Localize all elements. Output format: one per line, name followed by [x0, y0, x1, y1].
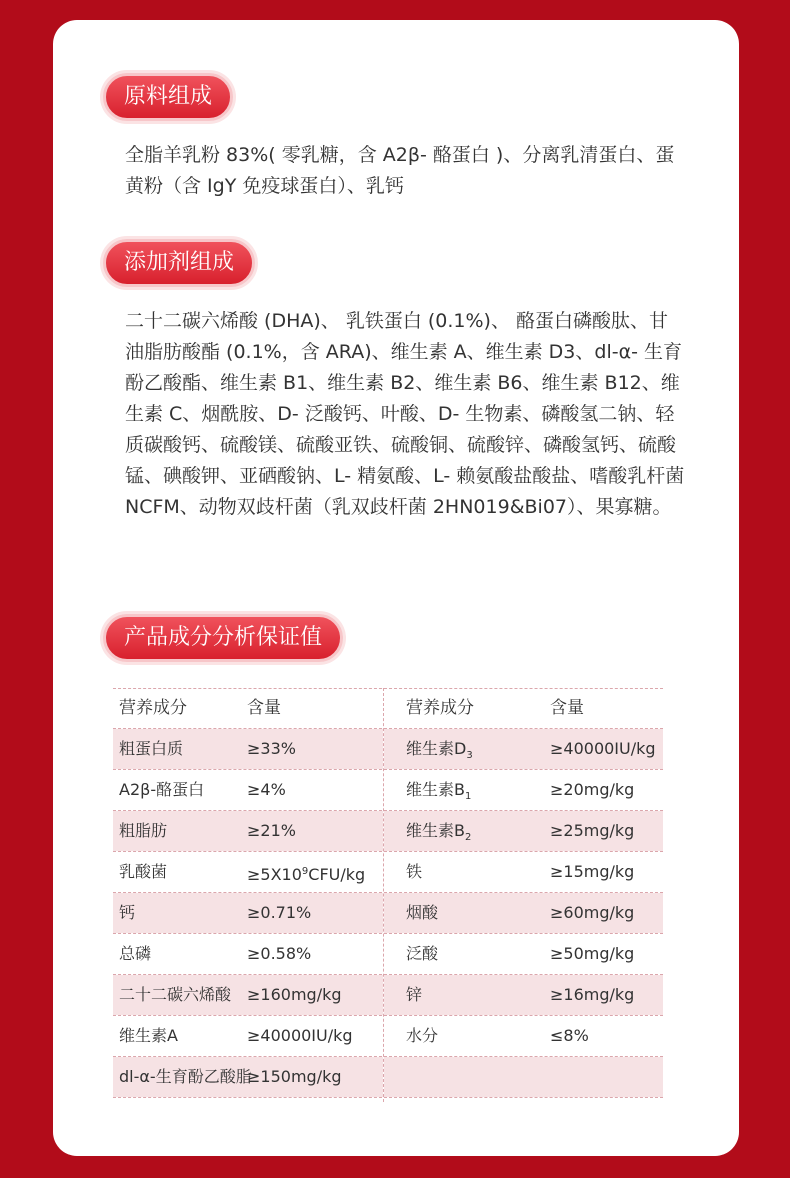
- table-row: [113, 1057, 663, 1098]
- nutrient-name-right: 维生素$B_2$: [406, 821, 472, 843]
- nutrient-name-left: A2β-酪蛋白: [119, 780, 205, 799]
- table-row: [113, 770, 663, 811]
- nutrient-name-left: dl-α-生育酚乙酸脂: [119, 1067, 252, 1086]
- additives-text: 二十二碳六烯酸 (DHA)、 乳铁蛋白 (0.1%)、 酪蛋白磷酸肽、甘油脂肪酸酯 (0.1%，含 ARA)、维生素 A、维生素 D3、dl-α- 生育酚乙酸酯、维生素 B1、维生素 B2、维生素 B6、维生素 B12、维生素 C、烟酰胺、D- 泛酸钙、叶酸、D- 生物素、磷酸氢二钠、轻质碳酸钙、硫酸镁、硫酸亚铁、硫酸铜、硫酸锌、磷酸氢钙、硫酸锰、碘酸钾、亚硒酸钠、L- 精氨酸、L- 赖氨酸盐酸盐、嗜酸乳杆菌 NCFM、动物双歧杆菌（乳双歧杆菌 2HN019&Bi07）、果寡糖。: [125, 310, 685, 518]
- nutrient-name-left: 粗脂肪: [119, 821, 168, 840]
- nutrient-amount-right: ≥20mg/kg: [550, 780, 635, 799]
- section-title-additives: 添加剂组成: [103, 239, 255, 287]
- nutrient-amount-right: ≤8%: [550, 1026, 589, 1045]
- nutrition-table: [113, 688, 663, 1102]
- table-column-divider: [383, 688, 384, 1102]
- nutrient-amount-right: ≥25mg/kg: [550, 821, 635, 840]
- section-title-analysis: 产品成分分析保证值: [103, 614, 343, 662]
- table-row: [113, 893, 663, 934]
- nutrient-amount-left: ≥150mg/kg: [247, 1067, 342, 1086]
- nutrient-amount-left: ≥4%: [247, 780, 286, 799]
- nutrient-name-left: 乳酸菌: [119, 862, 168, 881]
- nutrient-name-right: 铁: [406, 862, 423, 881]
- ingredients-text: 全脂羊乳粉 83%( 零乳糖，含 A2β- 酪蛋白 )、分离乳清蛋白、蛋黄粉（含 IgY 免疫球蛋白）、乳钙: [125, 144, 675, 197]
- nutrient-name-left: 总磷: [119, 944, 152, 963]
- row-right-background: [384, 1057, 663, 1097]
- table-row: [113, 1016, 663, 1057]
- table-header-row: [113, 688, 663, 729]
- nutrient-name-left: 粗蛋白质: [119, 739, 184, 758]
- nutrient-amount-left: $\ge 5X10^9CFU/kg$: [247, 865, 366, 884]
- nutrient-amount-left: ≥0.71%: [247, 903, 312, 922]
- nutrient-amount-right: ≥50mg/kg: [550, 944, 635, 963]
- section-title-ingredients: 原料组成: [103, 73, 233, 121]
- header-amount-right: 含量: [550, 698, 584, 718]
- nutrient-amount-left: ≥40000IU/kg: [247, 1026, 353, 1045]
- nutrient-amount-left: ≥160mg/kg: [247, 985, 342, 1004]
- header-amount-left: 含量: [247, 698, 281, 718]
- table-row: [113, 729, 663, 770]
- nutrient-name-left: 二十二碳六烯酸: [119, 985, 232, 1004]
- nutrient-name-right: 锌: [406, 985, 423, 1004]
- nutrient-name-left: 钙: [119, 903, 136, 922]
- header-nutrient-right: 营养成分: [406, 698, 474, 718]
- nutrient-amount-left: ≥21%: [247, 821, 296, 840]
- table-row: [113, 934, 663, 975]
- table-row: [113, 975, 663, 1016]
- nutrient-amount-right: ≥60mg/kg: [550, 903, 635, 922]
- nutrient-amount-right: ≥40000IU/kg: [550, 739, 656, 758]
- nutrient-name-left: 维生素A: [119, 1026, 178, 1045]
- nutrient-name-right: 泛酸: [406, 944, 439, 963]
- table-row: [113, 852, 663, 893]
- nutrient-name-right: 维生素$D_3$: [406, 739, 473, 761]
- nutrient-amount-right: ≥16mg/kg: [550, 985, 635, 1004]
- nutrient-amount-right: ≥15mg/kg: [550, 862, 635, 881]
- header-nutrient-left: 营养成分: [119, 698, 187, 718]
- nutrient-amount-left: ≥0.58%: [247, 944, 312, 963]
- nutrient-name-right: 维生素$B_1$: [406, 780, 472, 802]
- nutrient-name-right: 水分: [406, 1026, 439, 1045]
- nutrient-amount-left: ≥33%: [247, 739, 296, 758]
- table-row: [113, 811, 663, 852]
- content-card: [53, 20, 739, 1156]
- nutrient-name-right: 烟酸: [406, 903, 439, 922]
